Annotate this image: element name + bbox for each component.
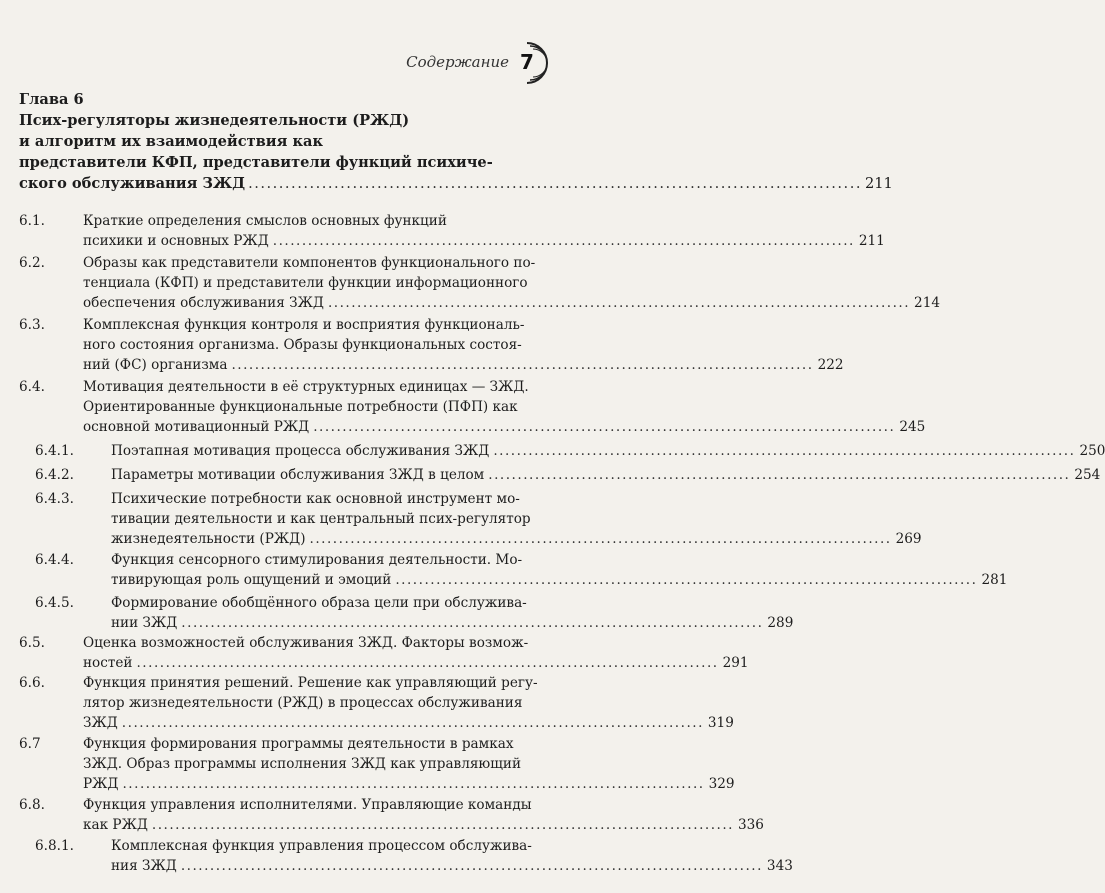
toc-entry-line: ЗЖД	[83, 715, 118, 731]
dot-leader: ....................................................................................................	[327, 295, 911, 311]
toc-entry-page: 336	[738, 817, 764, 833]
dot-leader: ....................................................................................................	[309, 531, 892, 547]
dot-leader: ....................................................................................................	[272, 233, 855, 249]
chapter-title-last-line	[19, 173, 893, 194]
toc-entry[interactable]	[19, 211, 885, 251]
toc-entry-line: основной мотивационный РЖД	[83, 419, 310, 435]
toc-entry[interactable]	[19, 593, 794, 633]
chapter-heading	[19, 89, 893, 194]
toc-entry[interactable]	[19, 315, 844, 375]
toc-entry-number: 6.4.3.	[35, 491, 74, 507]
chapter-title-line: и алгоритм их взаимодействия как	[19, 133, 324, 150]
chapter-title-line: ского обслуживания ЗЖД	[19, 175, 246, 192]
toc-entry-line: Ориентированные функциональные потребности (ПФП) как	[83, 399, 518, 415]
toc-entry-line: жизнедеятельности (РЖД)	[111, 531, 306, 547]
toc-entry-line: ного состояния организма. Образы функциональных состоя-	[83, 337, 522, 353]
toc-entry-number: 6.5.	[19, 635, 45, 651]
dot-leader: ....................................................................................................	[180, 858, 763, 874]
dot-leader: ....................................................................................................	[136, 655, 719, 671]
chapter-page: 211	[864, 175, 893, 192]
toc-entry-page: 319	[707, 715, 734, 731]
dot-leader: ....................................................................................................	[121, 715, 704, 731]
toc-entry-line: обеспечения обслуживания ЗЖД	[83, 295, 324, 311]
toc-entry-line: Поэтапная мотивация процесса обслуживания ЗЖД	[111, 443, 490, 459]
running-header-title: Содержание	[406, 53, 509, 71]
dot-leader: ....................................................................................................	[313, 419, 896, 435]
toc-entry[interactable]	[19, 489, 922, 549]
toc-entry-page: 245	[899, 419, 926, 435]
dot-leader: ....................................................................................................	[181, 615, 764, 631]
toc-entry-line: Функция формирования программы деятельности в рамках	[83, 736, 514, 752]
dot-leader: ....................................................................................................	[488, 467, 1071, 483]
toc-entry-page: 329	[708, 776, 735, 792]
toc-entry-number: 6.8.	[19, 797, 45, 813]
toc-entry-line: тенциала (КФП) и представители функции информационного	[83, 275, 528, 291]
toc-entry[interactable]	[19, 441, 1105, 461]
toc-entry-line: РЖД	[83, 776, 119, 792]
toc-entry[interactable]	[19, 377, 926, 437]
toc-entry[interactable]	[19, 550, 1008, 590]
chapter-label: Глава 6	[19, 91, 84, 108]
toc-entry-line: ния ЗЖД	[111, 858, 177, 874]
dot-leader: ....................................................................................................	[231, 357, 814, 373]
toc-entry-line: нии ЗЖД	[111, 615, 178, 631]
toc-entry-line: Краткие определения смыслов основных функций	[83, 213, 447, 229]
toc-entry-line: Функция управления исполнителями. Управляющие команды	[83, 797, 532, 813]
toc-entry-line: психики и основных РЖД	[83, 233, 269, 249]
toc-entry-page: 250	[1079, 443, 1105, 459]
dot-leader: ....................................................................................................	[248, 175, 862, 192]
toc-entry-number: 6.2.	[19, 255, 45, 271]
toc-entry-page: 214	[914, 295, 940, 311]
toc-entry-line: Формирование обобщённого образа цели при обслужива-	[111, 595, 527, 611]
toc-entry-line: Комплексная функция контроля и восприятия функциональ-	[83, 317, 525, 333]
toc-entry-page: 254	[1074, 467, 1101, 483]
toc-entry[interactable]	[19, 465, 1101, 485]
dot-leader: ....................................................................................................	[151, 817, 734, 833]
toc-entry-number: 6.1.	[19, 213, 45, 229]
toc-entry-line: Мотивация деятельности в её структурных единицах — ЗЖД.	[83, 379, 529, 395]
toc-entry-number: 6.8.1.	[35, 838, 74, 854]
running-header	[0, 38, 591, 88]
toc-entry-number: 6.3.	[19, 317, 45, 333]
toc-entry-page: 343	[766, 858, 793, 874]
toc-entry-line: ностей	[83, 655, 133, 671]
dot-leader: ....................................................................................................	[493, 443, 1076, 459]
toc-entry[interactable]	[19, 673, 734, 733]
toc-entry[interactable]	[19, 836, 793, 876]
toc-entry-line: Психические потребности как основной инструмент мо-	[111, 491, 520, 507]
toc-entry[interactable]	[19, 795, 764, 835]
toc-entry-number: 6.4.	[19, 379, 45, 395]
toc-entry[interactable]	[19, 633, 749, 673]
toc-entry-line: Оценка возможностей обслуживания ЗЖД. Факторы возмож-	[83, 635, 529, 651]
toc-entry-line: лятор жизнедеятельности (РЖД) в процессах обслуживания	[83, 695, 523, 711]
toc-entry-line: Функция принятия решений. Решение как управляющий регу-	[83, 675, 538, 691]
dot-leader: ....................................................................................................	[122, 776, 705, 792]
page-number: 7	[520, 50, 534, 74]
toc-entry-line: тивирующая роль ощущений и эмоций	[111, 572, 392, 588]
toc-entry-number: 6.4.5.	[35, 595, 74, 611]
dot-leader: ....................................................................................................	[395, 572, 978, 588]
toc-entry-number: 6.4.4.	[35, 552, 74, 568]
toc-entry-line: Параметры мотивации обслуживания ЗЖД в целом	[111, 467, 485, 483]
toc-entry[interactable]	[19, 253, 940, 313]
toc-entry-line: Образы как представители компонентов функционального по-	[83, 255, 536, 271]
page-number-badge	[508, 40, 554, 86]
toc-entry-number: 6.6.	[19, 675, 45, 691]
toc-entry-number: 6.7	[19, 736, 41, 752]
toc-entry-page: 291	[722, 655, 749, 671]
toc-entry-line: тивации деятельности и как центральный псих-регулятор	[111, 511, 531, 527]
chapter-title-line: Псих-регуляторы жизнедеятельности (РЖД)	[19, 112, 410, 129]
toc-entry[interactable]	[19, 734, 735, 794]
toc-entry-page: 222	[817, 357, 844, 373]
toc-entry-page: 211	[858, 233, 885, 249]
toc-entry-line: как РЖД	[83, 817, 148, 833]
toc-entry-number: 6.4.2.	[35, 467, 74, 483]
toc-entry-line: Функция сенсорного стимулирования деятельности. Мо-	[111, 552, 523, 568]
toc-entry-page: 289	[767, 615, 794, 631]
toc-entry-number: 6.4.1.	[35, 443, 74, 459]
chapter-title-line: представители КФП, представители функций психиче-	[19, 154, 493, 171]
toc-entry-line: Комплексная функция управления процессом обслужива-	[111, 838, 532, 854]
toc-entry-line: ЗЖД. Образ программы исполнения ЗЖД как управляющий	[83, 756, 522, 772]
toc-entry-line: ний (ФС) организма	[83, 357, 228, 373]
toc-entry-page: 281	[981, 572, 1008, 588]
toc-entry-page: 269	[895, 531, 922, 547]
